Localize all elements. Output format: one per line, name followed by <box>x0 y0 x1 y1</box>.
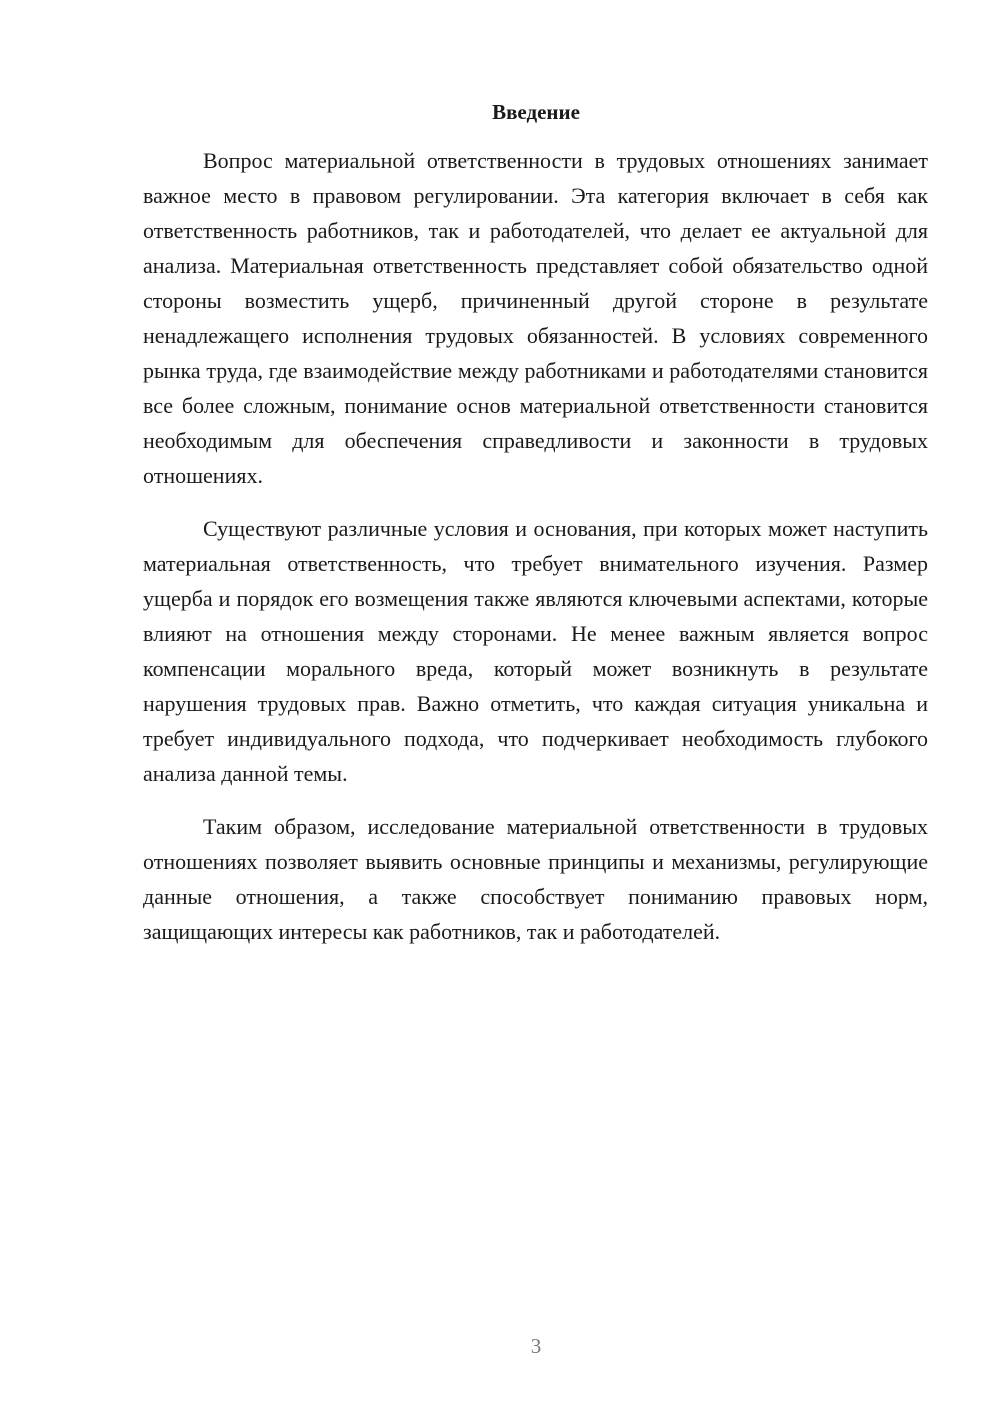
document-body <box>143 143 928 967</box>
paragraph-conditions: Существуют различные условия и основания, при которых может наступить материальная ответственность, что требует внимательного изучения. Размер ущерба и порядок его возмещения также являются ключевыми аспектами, которые влияют на отношения между сторонами. Не менее важным является вопрос компенсации морального вреда, который может возникнуть в результате нарушения трудовых прав. Важно отметить, что каждая ситуация уникальна и требует индивидуального подхода, что подчеркивает необходимость глубокого анализа данной темы. <box>143 516 928 786</box>
page-number: 3 <box>530 1334 542 1358</box>
paragraph-conclusion: Таким образом, исследование материальной ответственности в трудовых отношениях позволяет выявить основные принципы и механизмы, регулирующие данные отношения, а также способствует пониманию правовых норм, защищающих интересы как работников, так и работодателей. <box>143 814 928 944</box>
page-title: Введение <box>492 100 580 124</box>
paragraph-intro: Вопрос материальной ответственности в трудовых отношениях занимает важное место в правовом регулировании. Эта категория включает в себя как ответственность работников, так и работодателей, что делает ее актуальной для анализа. Материальная ответственность представляет собой обязательство одной стороны возместить ущерб, причиненный другой стороне в результате ненадлежащего исполнения трудовых обязанностей. В условиях современного рынка труда, где взаимодействие между работниками и работодателями становится все более сложным, понимание основ материальной ответственности становится необходимым для обеспечения справедливости и законности в трудовых отношениях. <box>143 148 928 488</box>
